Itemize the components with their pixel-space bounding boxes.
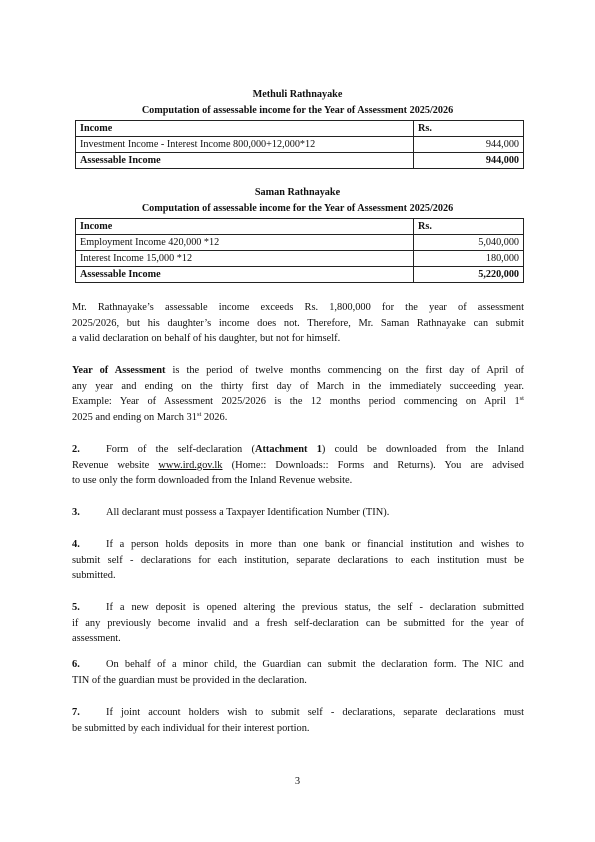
text-line: submit self - declarations for each institution, separate declarations to each institution must be bbox=[72, 554, 524, 566]
income-label: Employment Income 420,000 *12 bbox=[76, 235, 414, 251]
text-line bbox=[72, 600, 524, 616]
text-fragment: All declarant must possess a Taxpayer Identification Number (TIN). bbox=[106, 507, 390, 518]
text-fragment: Example: Year of Assessment 2025/2026 is the 12 months period commencing on April 1 bbox=[72, 396, 520, 407]
text-line: if any previously become invalid and a fresh self-declaration can be submitted for the year of bbox=[72, 617, 524, 629]
taxpayer-name-1: Methuli Rathnayake bbox=[252, 89, 343, 100]
text-line bbox=[72, 505, 524, 521]
text-fragment: If a person holds deposits in more than one bank or financial institution and wishes to bbox=[106, 539, 524, 550]
income-amount: 5,040,000 bbox=[414, 235, 524, 251]
table-header-row bbox=[76, 219, 524, 235]
text-line bbox=[72, 410, 524, 426]
text-line: be submitted by each individual for their interest portion. bbox=[72, 722, 310, 734]
income-header: Income bbox=[76, 121, 414, 137]
table-row bbox=[76, 235, 524, 251]
text-line: assessment. bbox=[72, 633, 121, 644]
text-line bbox=[72, 705, 524, 721]
item-5-paragraph bbox=[72, 600, 524, 647]
item-4-paragraph bbox=[72, 537, 524, 584]
item-3-paragraph bbox=[72, 505, 524, 521]
table-header-row bbox=[76, 121, 524, 137]
text-fragment: 2026. bbox=[203, 411, 228, 423]
total-row bbox=[76, 267, 524, 283]
year-of-assessment-paragraph bbox=[72, 363, 524, 425]
text-line bbox=[72, 442, 524, 458]
attachment-ref: Attachment 1 bbox=[254, 444, 322, 455]
amount-header: Rs. bbox=[414, 219, 524, 235]
total-amount: 5,220,000 bbox=[414, 267, 524, 283]
item-7-paragraph bbox=[72, 705, 524, 736]
total-amount: 944,000 bbox=[414, 153, 524, 169]
text-line bbox=[72, 458, 524, 474]
item-number: 2. bbox=[72, 444, 80, 455]
text-fragment: On behalf of a minor child, the Guardian can submit the declaration form. The NIC and bbox=[106, 659, 524, 670]
table-row bbox=[76, 251, 524, 267]
table-row bbox=[76, 137, 524, 153]
total-row bbox=[76, 153, 524, 169]
item-number: 6. bbox=[72, 659, 80, 670]
text-fragment: If a new deposit is opened altering the previous status, the self - declaration submitted bbox=[106, 602, 524, 613]
income-amount: 180,000 bbox=[414, 251, 524, 267]
text-line bbox=[72, 657, 524, 673]
text-fragment: (Home:: Downloads:: Forms and Returns). You are advised bbox=[231, 459, 524, 471]
income-amount: 944,000 bbox=[414, 137, 524, 153]
text-line bbox=[72, 394, 524, 410]
text-line bbox=[72, 537, 524, 553]
income-label: Interest Income 15,000 *12 bbox=[76, 251, 414, 267]
income-label: Investment Income - Interest Income 800,000+12,000*12 bbox=[76, 137, 414, 153]
explanation-paragraph bbox=[72, 300, 524, 347]
text-fragment: ) could be downloaded from the Inland bbox=[321, 444, 524, 455]
text-fragment: If joint account holders wish to submit self - declarations, separate declarations must bbox=[106, 707, 524, 718]
superscript: st bbox=[196, 410, 202, 418]
text-line: Mr. Rathnayake’s assessable income exceeds Rs. 1,800,000 for the year of assessment bbox=[72, 302, 524, 313]
text-line: to use only the form downloaded from the Inland Revenue website. bbox=[72, 475, 353, 486]
page-number: 3 bbox=[294, 776, 301, 787]
text-fragment: 2025 and ending on March 31 bbox=[72, 411, 197, 423]
computation-title-2: Computation of assessable income for the Year of Assessment 2025/2026 bbox=[141, 203, 454, 214]
ird-website-link[interactable]: www.ird.gov.lk bbox=[158, 459, 223, 471]
income-table-2 bbox=[75, 218, 524, 283]
total-label: Assessable Income bbox=[76, 153, 414, 169]
income-header: Income bbox=[76, 219, 414, 235]
item-number: 3. bbox=[72, 507, 80, 518]
taxpayer-name-2: Saman Rathnayake bbox=[254, 187, 341, 198]
text-line: a valid declaration on behalf of his daughter, but not for himself. bbox=[72, 333, 341, 344]
computation-title-1: Computation of assessable income for the Year of Assessment 2025/2026 bbox=[141, 105, 454, 116]
amount-header: Rs. bbox=[414, 121, 524, 137]
item-number: 7. bbox=[72, 707, 80, 718]
income-table-1 bbox=[75, 120, 524, 169]
superscript: st bbox=[519, 395, 524, 402]
text-line: TIN of the guardian must be provided in the declaration. bbox=[72, 674, 307, 686]
text-fragment: is the period of twelve months commencing on the first day of April of bbox=[172, 365, 524, 376]
text-line: submitted. bbox=[72, 570, 116, 581]
item-number: 5. bbox=[72, 602, 80, 613]
text-fragment: Form of the self-declaration ( bbox=[106, 444, 255, 455]
text-line: 2025/2026, but his daughter’s income does not. Therefore, Mr. Saman Rathnayake can submit bbox=[72, 317, 524, 329]
text-line bbox=[72, 363, 524, 379]
text-line: any year and ending on the thirty first day of March in the immediately succeeding year. bbox=[72, 380, 524, 392]
term-bold: Year of Assessment bbox=[72, 365, 166, 376]
item-2-paragraph bbox=[72, 442, 524, 489]
total-label: Assessable Income bbox=[76, 267, 414, 283]
item-6-paragraph bbox=[72, 657, 524, 688]
text-fragment: Revenue website bbox=[72, 459, 150, 471]
item-number: 4. bbox=[72, 539, 80, 550]
